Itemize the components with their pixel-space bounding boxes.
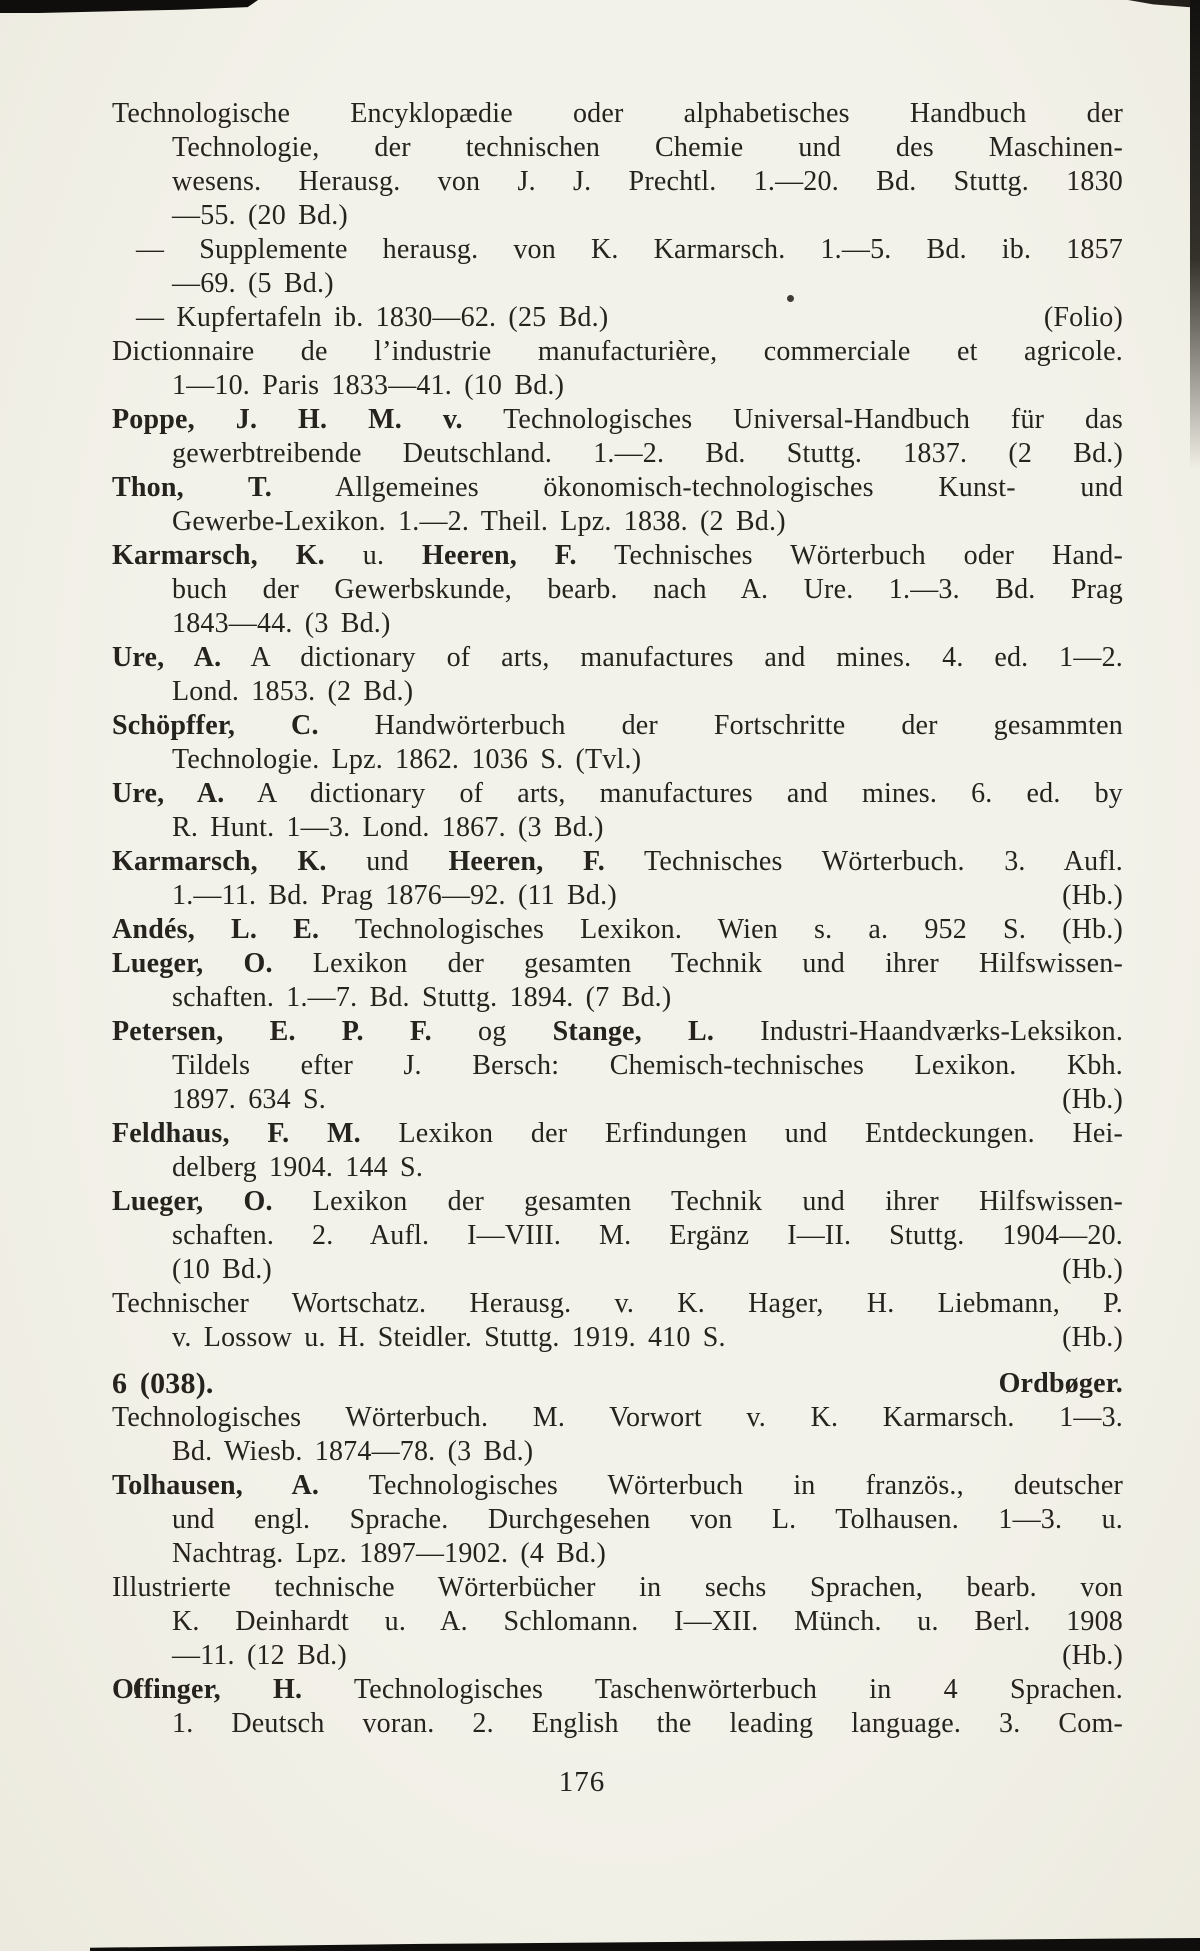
- entry-text: Technologisches Universal-Handbuch für das: [462, 404, 1123, 435]
- author-name: Ure, A.: [112, 778, 225, 809]
- entry-text: Lexikon der Erfindungen und Entdeckungen. Hei-: [360, 1118, 1123, 1149]
- bibliography-line: [112, 913, 1123, 947]
- entry-text: — Supplemente herausg. von K. Karmarsch. 1.—5. Bd. ib. 1857: [136, 234, 1123, 265]
- bibliography-line: [172, 573, 1123, 607]
- bibliography-line: [136, 301, 1123, 335]
- format-note: (Hb.): [1062, 880, 1123, 911]
- bibliography-line: [172, 1321, 1123, 1355]
- bibliography-line: [112, 471, 1123, 505]
- author-name: Heeren, F.: [422, 540, 577, 571]
- bibliography-line: [172, 267, 1123, 301]
- bibliography-line: [136, 233, 1123, 267]
- entry-text: Lond. 1853. (2 Bd.): [172, 676, 414, 707]
- bibliography-line: [112, 539, 1123, 573]
- entry-text: Lexikon der gesamten Technik und ihrer Hilfswissen-: [272, 1186, 1123, 1217]
- entry-text: Technologische Encyklopædie oder alphabetisches Handbuch der: [112, 98, 1123, 129]
- page-number: 176: [558, 1766, 606, 1798]
- entry-text: und: [326, 846, 449, 877]
- author-name: Lueger, O.: [112, 1186, 273, 1217]
- bibliography-line: [172, 1151, 1123, 1185]
- entry-text: og: [431, 1016, 553, 1047]
- entry-text: schaften. 2. Aufl. I—VIII. M. Ergänz I—II. Stuttg. 1904—20.: [172, 1220, 1123, 1251]
- entry-text: Technologisches Wörterbuch. M. Vorwort v. K. Karmarsch. 1—3.: [112, 1402, 1123, 1433]
- entry-text: Dictionnaire de l’industrie manufacturière, commerciale et agricole.: [112, 336, 1123, 367]
- bibliography-line: [172, 1219, 1123, 1253]
- entry-text: Illustrierte technische Wörterbücher in sechs Sprachen, bearb. von: [112, 1572, 1123, 1603]
- bibliography-line: [112, 1401, 1123, 1435]
- entry-text: —69. (5 Bd.): [172, 268, 334, 299]
- entry-text: 1—10. Paris 1833—41. (10 Bd.): [172, 370, 565, 401]
- entry-text: —11. (12 Bd.): [172, 1640, 347, 1671]
- bibliography-line: [172, 131, 1123, 165]
- bibliography-line: [172, 1639, 1123, 1673]
- entry-text: und engl. Sprache. Durchgesehen von L. Tolhausen. 1—3. u.: [172, 1504, 1123, 1535]
- bibliography-line: [172, 1605, 1123, 1639]
- entry-text: (10 Bd.): [172, 1254, 272, 1285]
- entry-text: v. Lossow u. H. Steidler. Stuttg. 1919. 410 S.: [172, 1322, 726, 1353]
- entry-text: Technologisches Taschenwörterbuch in 4 Sprachen.: [302, 1674, 1124, 1705]
- bibliography-line: [172, 743, 1123, 777]
- entry-text: schaften. 1.—7. Bd. Stuttg. 1894. (7 Bd.): [172, 982, 672, 1013]
- entry-text: Technologisches Wörterbuch in französ., deutscher: [319, 1470, 1124, 1501]
- bibliography-line: [112, 1469, 1123, 1503]
- format-note: (Hb.): [1062, 1084, 1123, 1115]
- author-name: Poppe, J. H. M. v.: [112, 404, 463, 435]
- entry-text: Handwörterbuch der Fortschritte der gesammten: [318, 710, 1123, 741]
- bibliography-line: [172, 199, 1123, 233]
- bibliography-line: [172, 675, 1123, 709]
- entry-text: wesens. Herausg. von J. J. Prechtl. 1.—20. Bd. Stuttg. 1830: [172, 166, 1123, 197]
- entry-text: 1843—44. (3 Bd.): [172, 608, 391, 639]
- author-name: Feldhaus, F. M.: [112, 1118, 361, 1149]
- entry-text: Gewerbe-Lexikon. 1.—2. Theil. Lpz. 1838. (2 Bd.): [172, 506, 786, 537]
- entry-text: Industri-Haandværks-Leksikon.: [714, 1016, 1124, 1047]
- bibliography-line: [112, 335, 1123, 369]
- entry-text: Tildels efter J. Bersch: Chemisch-technisches Lexikon. Kbh.: [172, 1050, 1123, 1081]
- author-name: Karmarsch, K.: [112, 846, 327, 877]
- format-note: (Hb.): [1062, 1322, 1123, 1353]
- entry-text: Technisches Wörterbuch oder Hand-: [576, 540, 1123, 571]
- bibliography-line: [112, 1117, 1123, 1151]
- author-name: Lueger, O.: [112, 948, 273, 979]
- author-name: Thon, T.: [112, 472, 272, 503]
- bibliography-line: [172, 1049, 1123, 1083]
- bibliography-line: [172, 1537, 1123, 1571]
- bibliography-line: [172, 1253, 1123, 1287]
- author-name: 6 (038).: [112, 1367, 214, 1400]
- bibliography-line: [112, 845, 1123, 879]
- bibliography-text: [0, 97, 1200, 1741]
- author-name: Heeren, F.: [448, 846, 605, 877]
- entry-text: 1.—11. Bd. Prag 1876—92. (11 Bd.): [172, 880, 617, 911]
- bibliography-line: [112, 97, 1123, 131]
- section-heading: [112, 1367, 1123, 1401]
- entry-text: — Kupfertafeln ib. 1830—62. (25 Bd.): [136, 302, 609, 333]
- bibliography-line: [172, 607, 1123, 641]
- bibliography-line: [172, 505, 1123, 539]
- entry-text: 1897. 634 S.: [172, 1084, 326, 1115]
- entry-text: Lexikon der gesamten Technik und ihrer Hilfswissen-: [272, 948, 1123, 979]
- author-name: Karmarsch, K.: [112, 540, 325, 571]
- bibliography-line: [112, 1571, 1123, 1605]
- bibliography-line: [172, 879, 1123, 913]
- entry-text: Technischer Wortschatz. Herausg. v. K. Hager, H. Liebmann, P.: [112, 1288, 1123, 1319]
- author-name: Tolhausen, A.: [112, 1470, 320, 1501]
- bibliography-line: [112, 947, 1123, 981]
- entry-text: Technologie. Lpz. 1862. 1036 S. (Tvl.): [172, 744, 642, 775]
- bibliography-line: [172, 1435, 1123, 1469]
- format-note: (Hb.): [1062, 1640, 1123, 1671]
- bibliography-line: [172, 1083, 1123, 1117]
- entry-text: —55. (20 Bd.): [172, 200, 348, 231]
- entry-text: Technologisches Lexikon. Wien s. a. 952 S. (Hb.): [319, 914, 1123, 945]
- bibliography-line: [112, 1015, 1123, 1049]
- bibliography-line: [172, 981, 1123, 1015]
- bibliography-line: [172, 437, 1123, 471]
- bibliography-line: [112, 777, 1123, 811]
- entry-text: K. Deinhardt u. A. Schlomann. I—XII. Münch. u. Berl. 1908: [172, 1606, 1123, 1637]
- bibliography-line: [172, 1503, 1123, 1537]
- author-name: Stange, L.: [552, 1016, 715, 1047]
- bibliography-line: [112, 1287, 1123, 1321]
- author-name: Andés, L. E.: [112, 914, 320, 945]
- entry-text: A dictionary of arts, manufactures and mines. 6. ed. by: [224, 778, 1123, 809]
- entry-text: Nachtrag. Lpz. 1897—1902. (4 Bd.): [172, 1538, 607, 1569]
- format-note: Ordbøger.: [998, 1368, 1123, 1399]
- author-name: Offinger, H.: [112, 1674, 303, 1705]
- author-name: Schöpffer, C.: [112, 710, 319, 741]
- entry-text: buch der Gewerbskunde, bearb. nach A. Ure. 1.—3. Bd. Prag: [172, 574, 1123, 605]
- entry-text: Bd. Wiesb. 1874—78. (3 Bd.): [172, 1436, 534, 1467]
- bibliography-line: [172, 165, 1123, 199]
- author-name: Petersen, E. P. F.: [112, 1016, 432, 1047]
- entry-text: u.: [324, 540, 422, 571]
- scan-artifact-bottom-edge: [90, 1938, 1200, 1951]
- entry-text: R. Hunt. 1—3. Lond. 1867. (3 Bd.): [172, 812, 604, 843]
- bibliography-line: [172, 1707, 1123, 1741]
- bibliography-line: [172, 811, 1123, 845]
- entry-text: Technisches Wörterbuch. 3. Aufl.: [604, 846, 1124, 877]
- bibliography-line: [112, 403, 1123, 437]
- entry-text: delberg 1904. 144 S.: [172, 1152, 424, 1183]
- bibliography-line: [112, 641, 1123, 675]
- bibliography-line: [112, 709, 1123, 743]
- scan-artifact-top-edge: [0, 0, 258, 13]
- bibliography-line: [112, 1673, 1123, 1707]
- author-name: Ure, A.: [112, 642, 222, 673]
- entry-text: 1. Deutsch voran. 2. English the leading language. 3. Com-: [172, 1708, 1123, 1739]
- entry-text: gewerbtreibende Deutschland. 1.—2. Bd. Stuttg. 1837. (2 Bd.): [172, 438, 1123, 469]
- entry-text: Allgemeines ökonomisch-technologisches Kunst- und: [271, 472, 1123, 503]
- entry-text: A dictionary of arts, manufactures and mines. 4. ed. 1—2.: [221, 642, 1123, 673]
- bibliography-line: [112, 1185, 1123, 1219]
- bibliography-line: [172, 369, 1123, 403]
- format-note: (Hb.): [1062, 1254, 1123, 1285]
- format-note: (Folio): [1043, 302, 1123, 333]
- entry-text: Technologie, der technischen Chemie und des Maschinen-: [172, 132, 1123, 163]
